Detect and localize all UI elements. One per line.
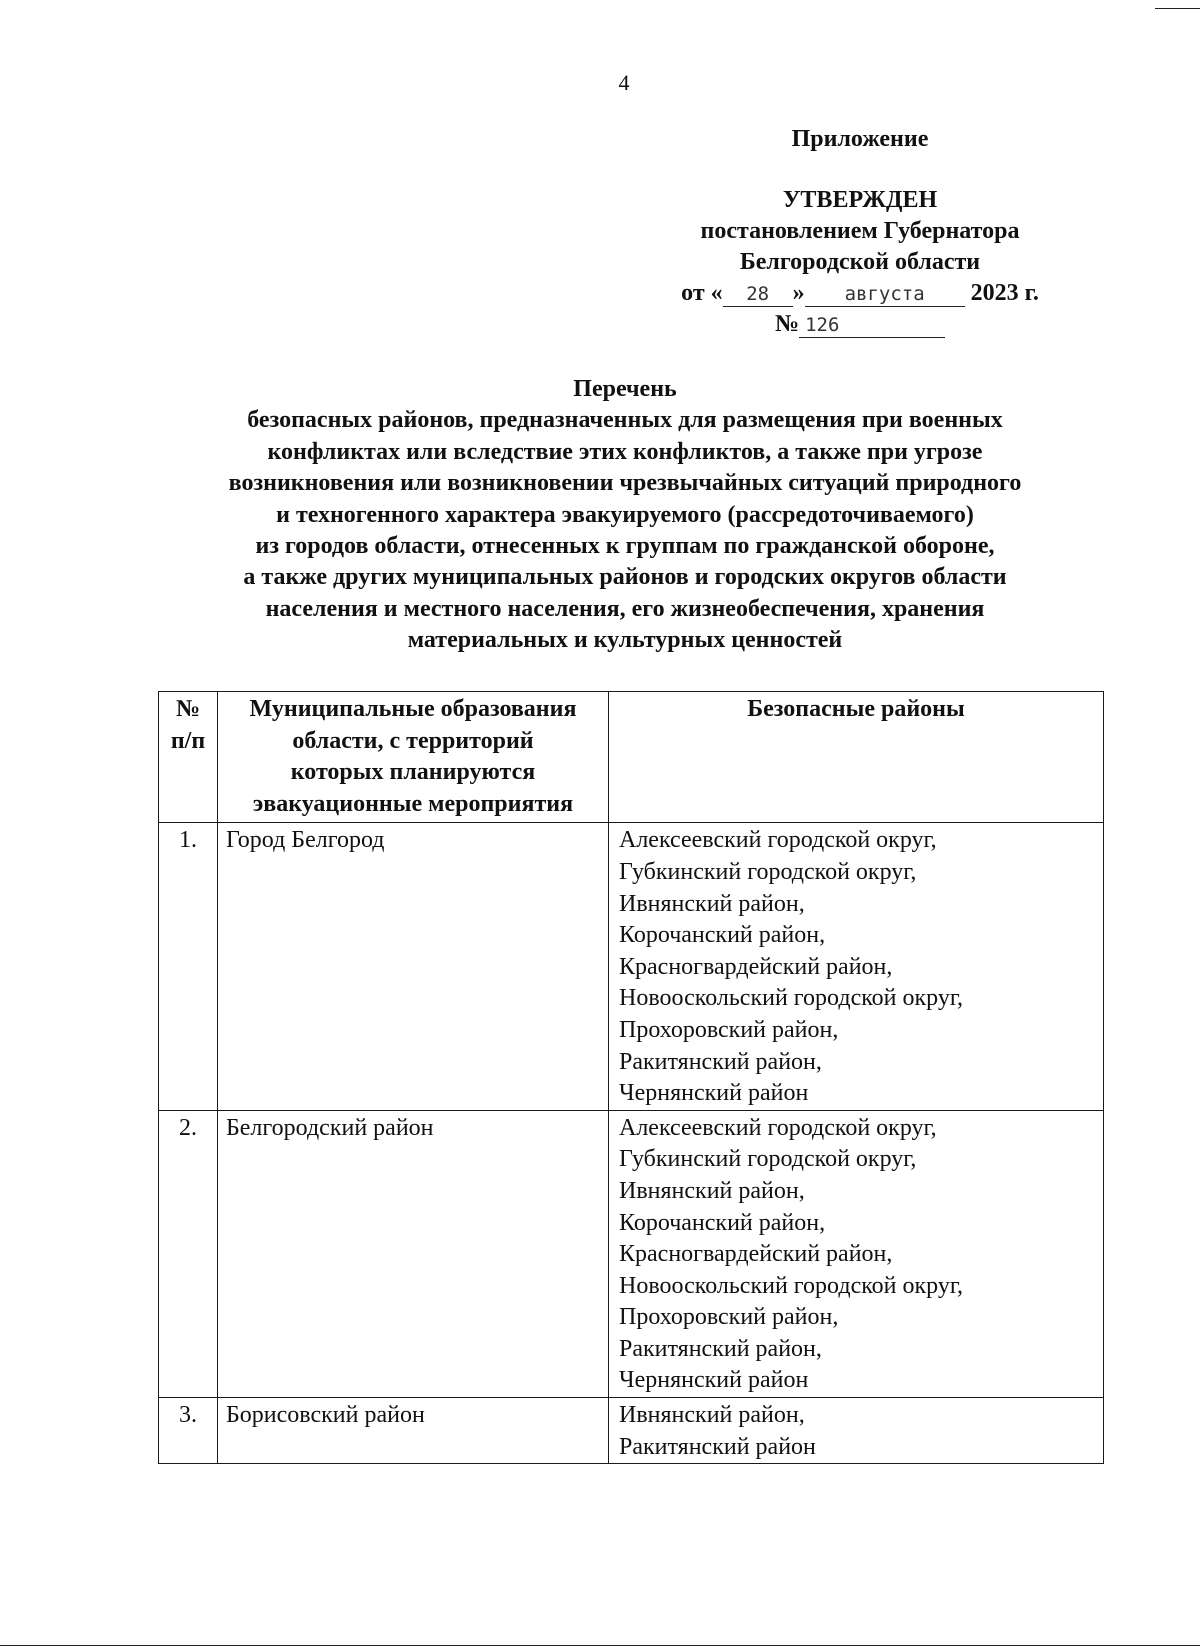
safe-district-item: Ракитянский район — [619, 1433, 816, 1460]
title-line: возникновения или возникновении чрезвычайных ситуаций природного — [228, 470, 1022, 497]
row-number: 1. — [159, 823, 218, 1110]
safe-district-item: Чернянский район — [619, 1080, 809, 1107]
decree-line-1: постановлением Губернатора — [700, 218, 1020, 244]
safe-district-item: Красногвардейский район, — [619, 1241, 893, 1268]
safe-districts-table — [158, 691, 1104, 1464]
title-line: материальных и культурных ценностей — [407, 627, 843, 654]
date-mid: » — [792, 280, 805, 306]
title-line: безопасных районов, предназначенных для размещения при военных — [247, 407, 1003, 434]
table-row — [159, 823, 1104, 1110]
row-safe-districts — [609, 823, 1104, 1110]
number-prefix: № — [774, 311, 800, 337]
safe-district-item: Новооскольский городской округ, — [619, 1272, 963, 1299]
row-number: 3. — [159, 1398, 218, 1464]
decree-number — [640, 309, 1080, 340]
safe-district-item: Ракитянский район, — [619, 1048, 822, 1075]
decree-date — [640, 278, 1080, 309]
approval-block — [640, 124, 1080, 340]
safe-district-item: Красногвардейский район, — [619, 953, 893, 980]
title-line: из городов области, отнесенных к группам по гражданской обороне, — [255, 533, 995, 560]
safe-district-item: Новооскольский городской округ, — [619, 985, 963, 1012]
approved-label: УТВЕРЖДЕН — [782, 187, 938, 213]
appendix-label: Приложение — [791, 126, 929, 152]
safe-district-item: Ивнянский район, — [619, 1177, 805, 1204]
title-line: и техногенного характера эвакуируемого (рассредоточиваемого) — [276, 501, 974, 528]
safe-district-item: Губкинский городской округ, — [619, 858, 917, 885]
title-line: а также других муниципальных районов и городских округов области — [243, 564, 1007, 591]
list-title — [150, 374, 1100, 657]
row-safe-districts — [609, 1398, 1104, 1464]
title-line: конфликтах или вследствие этих конфликтов, а также при угрозе — [267, 438, 983, 465]
page-number: 4 — [618, 70, 630, 95]
safe-district-item: Прохоровский район, — [619, 1304, 839, 1331]
date-month-stamp: августа — [805, 282, 965, 307]
safe-district-item: Корочанский район, — [619, 1209, 826, 1236]
safe-district-item: Прохоровский район, — [619, 1016, 839, 1043]
title-line: населения и местного населения, его жизнеобеспечения, хранения — [265, 595, 985, 622]
header-municipality: Муниципальные образования области, с территорий которых планируются эвакуационные мероприятия — [218, 692, 609, 823]
table-row — [159, 1398, 1104, 1464]
scan-edge-line-bottom — [0, 1645, 1200, 1646]
header-safe-districts: Безопасные районы — [609, 692, 1104, 823]
row-safe-districts — [609, 1110, 1104, 1397]
row-municipality: Борисовский район — [218, 1398, 609, 1464]
safe-district-item: Алексеевский городской округ, — [619, 827, 937, 854]
safe-district-item: Губкинский городской округ, — [619, 1146, 917, 1173]
safe-district-item: Ракитянский район, — [619, 1335, 822, 1362]
date-day-stamp: 28 — [723, 282, 793, 307]
table-row — [159, 1110, 1104, 1397]
list-heading: Перечень — [573, 376, 677, 402]
row-number: 2. — [159, 1110, 218, 1397]
row-municipality: Белгородский район — [218, 1110, 609, 1397]
safe-district-item: Ивнянский район, — [619, 1402, 805, 1429]
safe-district-item: Ивнянский район, — [619, 890, 805, 917]
number-stamp: 126 — [799, 313, 945, 338]
date-prefix: от « — [681, 280, 723, 306]
safe-district-item: Корочанский район, — [619, 922, 826, 949]
safe-district-item: Чернянский район — [619, 1367, 809, 1394]
date-year: 2023 г. — [970, 280, 1039, 306]
decree-line-2: Белгородской области — [739, 249, 981, 275]
table-header-row — [159, 692, 1104, 823]
scan-edge-line-top — [1155, 8, 1200, 9]
row-municipality: Город Белгород — [218, 823, 609, 1110]
header-number: № п/п — [159, 692, 218, 823]
safe-district-item: Алексеевский городской округ, — [619, 1114, 937, 1141]
